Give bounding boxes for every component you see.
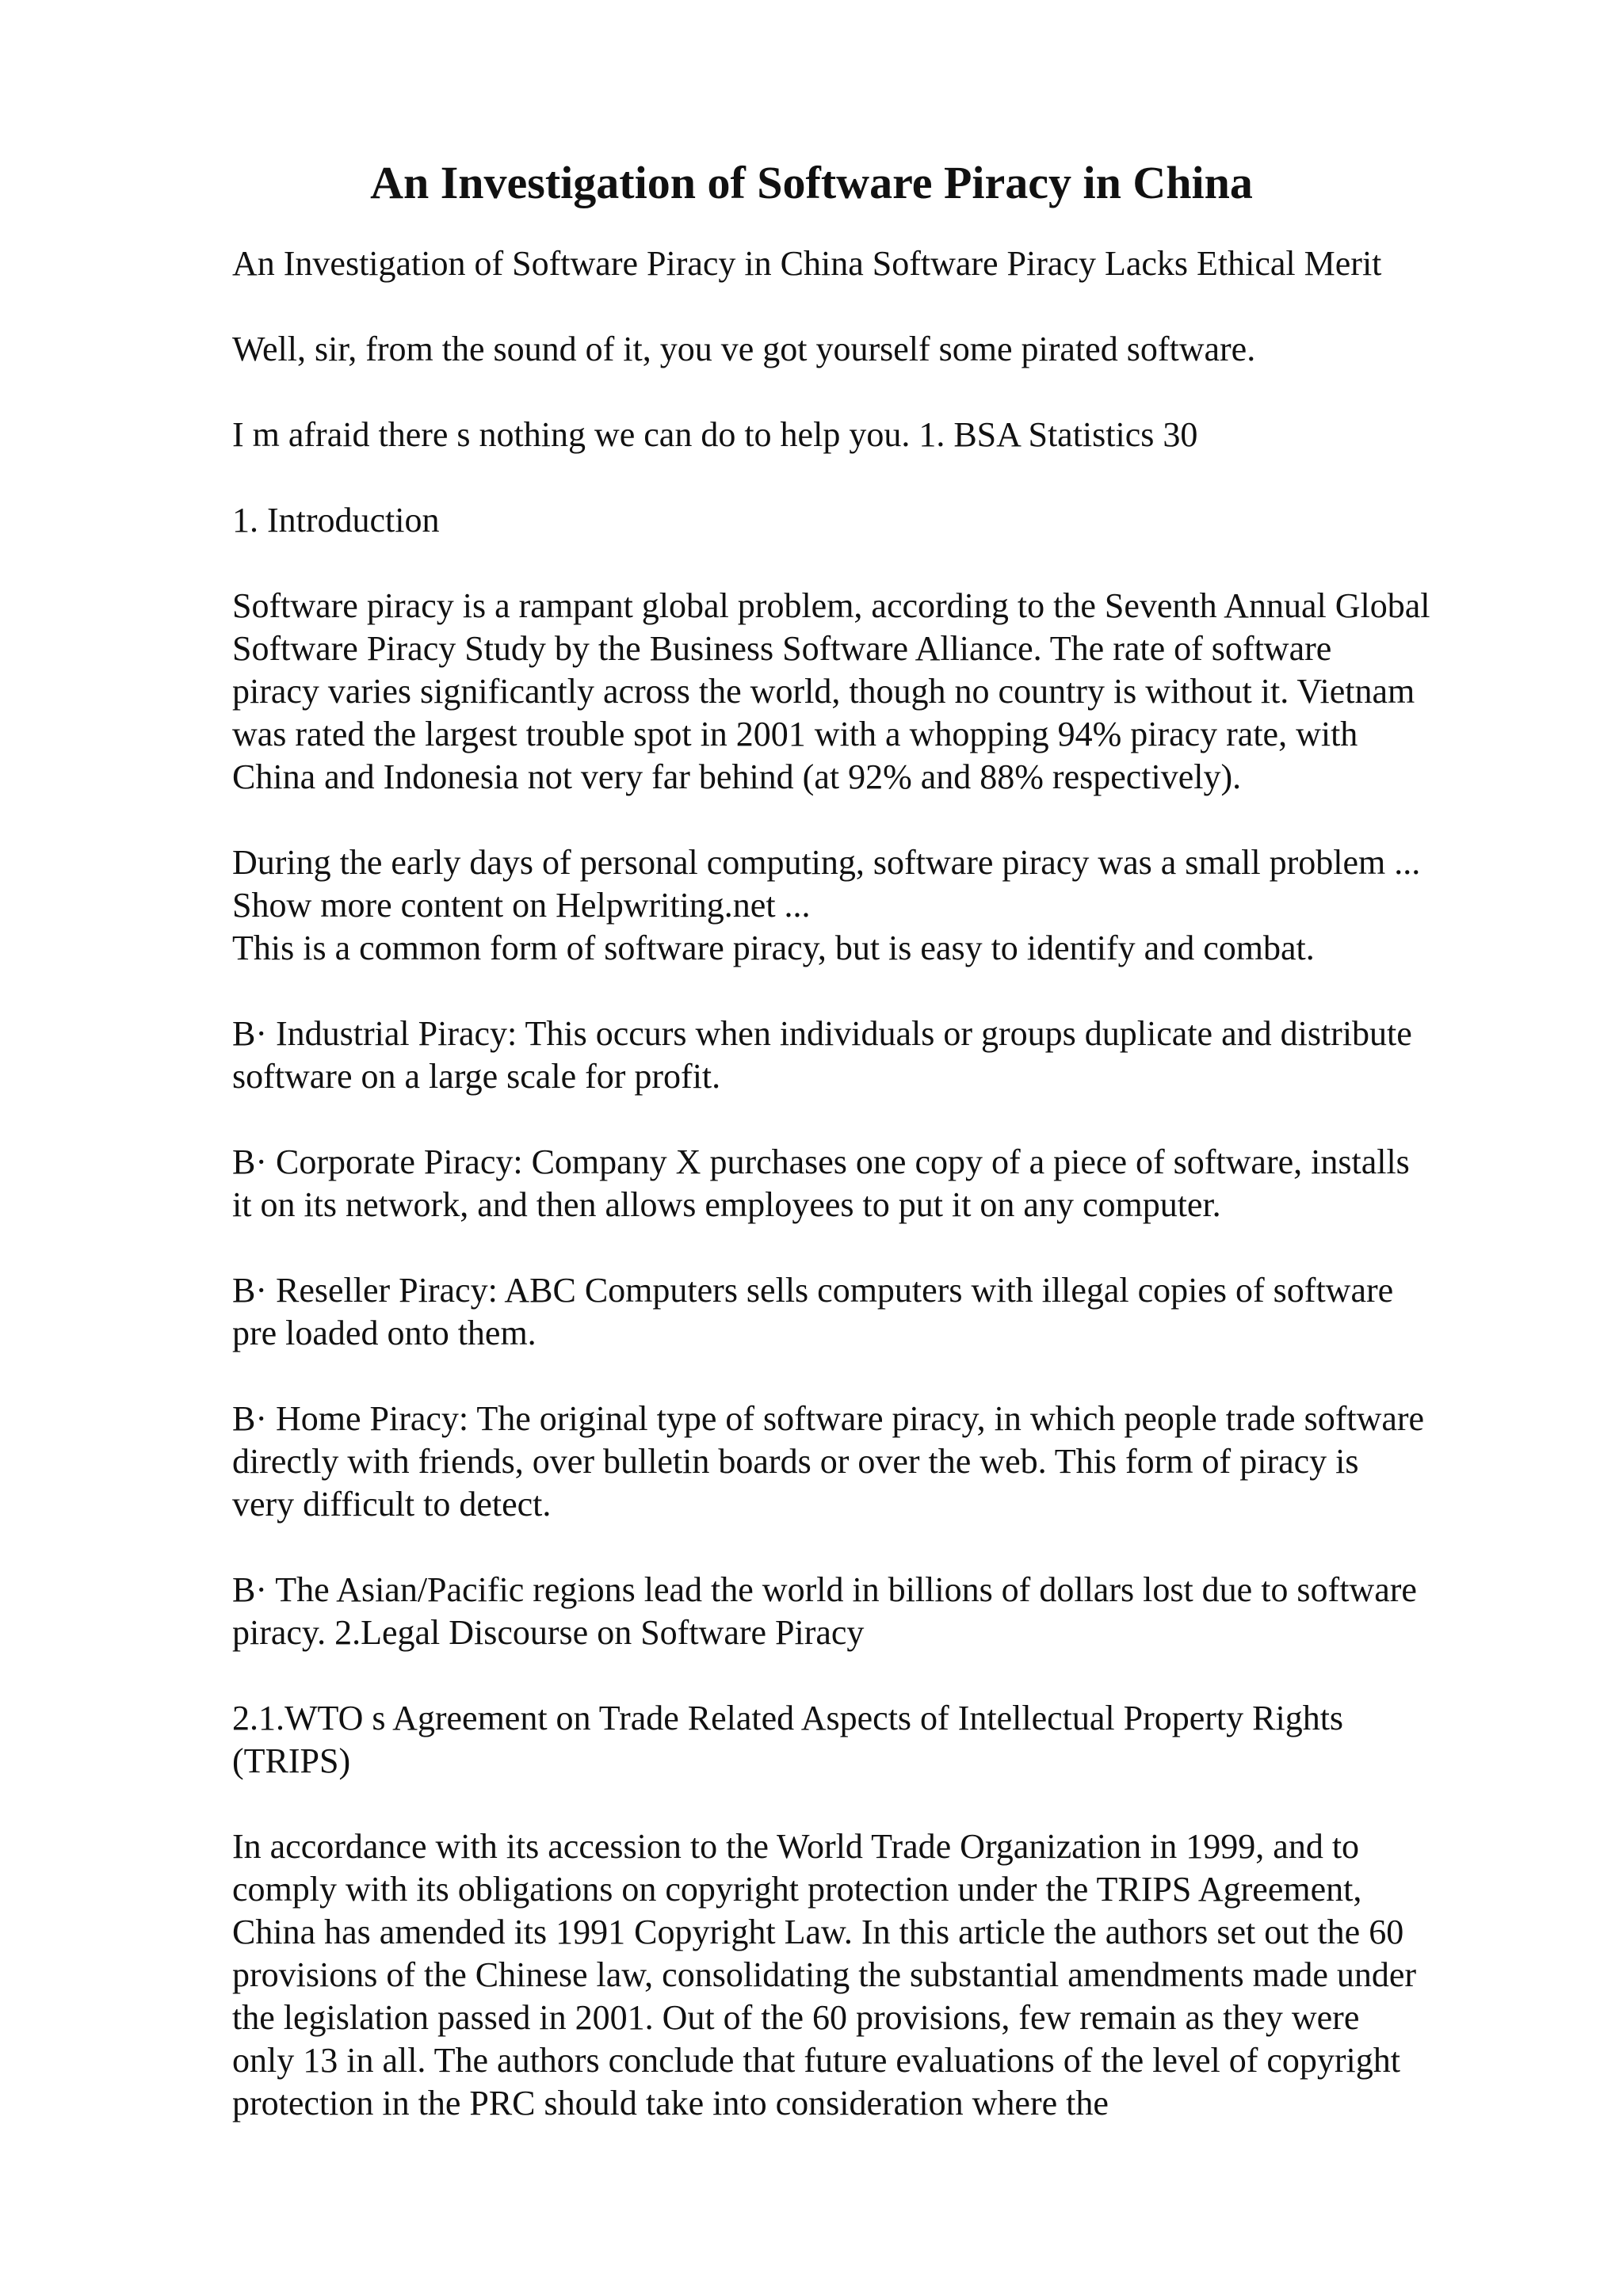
paragraph-quote-1: [232, 328, 1532, 371]
text-line: directly with friends, over bulletin boards or over the web. This form of piracy is: [232, 1442, 1359, 1481]
text-line: An Investigation of Software Piracy in China Software Piracy Lacks Ethical Merit: [232, 244, 1382, 283]
text-line: B· Home Piracy: The original type of software piracy, in which people trade software: [232, 1399, 1425, 1438]
text-line: very difficult to detect.: [232, 1485, 552, 1524]
text-line: 2.1.WTO s Agreement on Trade Related Aspects of Intellectual Property Rights: [232, 1699, 1344, 1737]
text-line: provisions of the Chinese law, consolidating the substantial amendments made under: [232, 1955, 1417, 1994]
text-line: it on its network, and then allows employees to put it on any computer.: [232, 1185, 1221, 1224]
text-line: software on a large scale for profit.: [232, 1057, 721, 1096]
text-line: China and Indonesia not very far behind (at 92% and 88% respectively).: [232, 757, 1242, 796]
text-line: This is a common form of software piracy, but is easy to identify and combat.: [232, 929, 1315, 967]
text-line: the legislation passed in 2001. Out of the 60 provisions, few remain as they were: [232, 1998, 1360, 2037]
paragraph-reseller-piracy: [232, 1269, 1532, 1355]
paragraph-wto-accession: [232, 1825, 1532, 2125]
text-line: B· Corporate Piracy: Company X purchases one copy of a piece of software, installs: [232, 1142, 1410, 1181]
paragraph-asia-pacific: [232, 1569, 1532, 1654]
text-line: B· Reseller Piracy: ABC Computers sells computers with illegal copies of software: [232, 1271, 1394, 1310]
text-line: B· Industrial Piracy: This occurs when individuals or groups duplicate and distribute: [232, 1014, 1412, 1053]
paragraph-subtitle: [232, 242, 1532, 285]
text-line: Software Piracy Study by the Business Software Alliance. The rate of software: [232, 629, 1332, 668]
paragraph-quote-2: [232, 414, 1532, 456]
paragraph-industrial-piracy: [232, 1013, 1532, 1098]
text-line: 1. Introduction: [232, 501, 440, 540]
text-line: Software piracy is a rampant global problem, according to the Seventh Annual Global: [232, 586, 1430, 625]
text-line: pre loaded onto them.: [232, 1314, 537, 1352]
document-title: An Investigation of Software Piracy in China: [370, 157, 1253, 208]
show-more-line: Show more content on Helpwriting.net ...: [232, 886, 811, 925]
text-line: (TRIPS): [232, 1741, 351, 1780]
text-line: piracy varies significantly across the world, though no country is without it. Vietnam: [232, 672, 1415, 711]
text-line: was rated the largest trouble spot in 2001 with a whopping 94% piracy rate, with: [232, 715, 1358, 753]
document-body: [232, 242, 1532, 2125]
paragraph-corporate-piracy: [232, 1141, 1532, 1226]
section-heading-introduction: [232, 499, 1532, 542]
text-line: comply with its obligations on copyright protection under the TRIPS Agreement,: [232, 1870, 1362, 1909]
text-line: I m afraid there s nothing we can do to help you. 1. BSA Statistics 30: [232, 415, 1198, 454]
text-line: piracy. 2.Legal Discourse on Software Piracy: [232, 1613, 865, 1652]
text-line: only 13 in all. The authors conclude that future evaluations of the level of copyright: [232, 2041, 1400, 2080]
text-line: During the early days of personal computing, software piracy was a small problem ...: [232, 843, 1421, 882]
section-heading-trips: [232, 1697, 1532, 1783]
text-line: In accordance with its accession to the World Trade Organization in 1999, and to: [232, 1827, 1360, 1866]
paragraph-home-piracy: [232, 1398, 1532, 1526]
text-line: B· The Asian/Pacific regions lead the world in billions of dollars lost due to software: [232, 1570, 1417, 1609]
text-line: China has amended its 1991 Copyright Law. In this article the authors set out the 60: [232, 1913, 1404, 1951]
text-line: Well, sir, from the sound of it, you ve got yourself some pirated software.: [232, 330, 1256, 368]
paragraph-introduction: [232, 585, 1532, 799]
text-line: protection in the PRC should take into consideration where the: [232, 2084, 1109, 2122]
paragraph-early-days: [232, 841, 1532, 970]
